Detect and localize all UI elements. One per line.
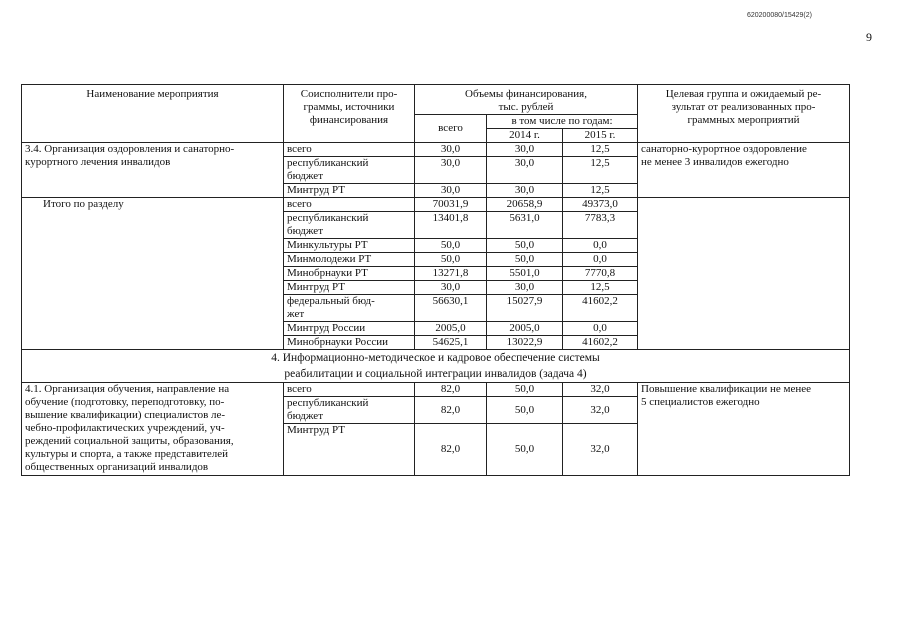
source-cell: Минтруд России [284, 322, 415, 336]
total-cell: 2005,0 [415, 322, 487, 336]
source-cell: республиканский бюджет [284, 157, 415, 184]
item-4-1-name: 4.1. Организация обучения, направление на обучение (подготовку, переподготовку, по- вышение квалификации) специалистов ле- чебно-профилактических учреждений, уч- реждений социальной защиты, образования, культуры и спорта, а также представителей общественных организаций инвалидов [22, 383, 284, 476]
total-cell: 13271,8 [415, 267, 487, 281]
y2014-cell: 5631,0 [487, 212, 563, 239]
total-cell: 70031,9 [415, 198, 487, 212]
total-cell: 56630,1 [415, 295, 487, 322]
item-3-4-name: 3.4. Организация оздоровления и санаторно- курортного лечения инвалидов [22, 143, 284, 198]
source-cell: всего [284, 198, 415, 212]
y2014-cell: 50,0 [487, 253, 563, 267]
total-cell: 82,0 [415, 397, 487, 424]
total-cell: 82,0 [415, 383, 487, 397]
y2015-cell: 7770,8 [563, 267, 638, 281]
y2015-cell: 0,0 [563, 322, 638, 336]
y2014-cell: 15027,9 [487, 295, 563, 322]
source-cell: Минкультуры РТ [284, 239, 415, 253]
y2014-cell: 50,0 [487, 424, 563, 476]
header-target: Целевая группа и ожидаемый ре- зультат от реализованных про- граммных мероприятий [638, 85, 850, 143]
item-3-4-target: санаторно-курортное оздоровление не менее 3 инвалидов ежегодно [638, 143, 850, 198]
y2015-cell: 12,5 [563, 143, 638, 157]
total-cell: 50,0 [415, 239, 487, 253]
section-total-name: Итого по разделу [22, 198, 284, 350]
y2015-cell: 12,5 [563, 184, 638, 198]
y2015-cell: 7783,3 [563, 212, 638, 239]
y2014-cell: 30,0 [487, 281, 563, 295]
header-2014: 2014 г. [487, 129, 563, 143]
source-cell: республиканский бюджет [284, 212, 415, 239]
total-cell: 54625,1 [415, 336, 487, 350]
header-volume: Объемы финансирования, тыс. рублей [415, 85, 638, 115]
header-total: всего [415, 115, 487, 143]
y2015-cell: 32,0 [563, 397, 638, 424]
source-cell: федеральный бюд- жет [284, 295, 415, 322]
document-id: 620200080/15429(2) [746, 12, 812, 19]
y2015-cell: 12,5 [563, 157, 638, 184]
financing-table [21, 84, 850, 476]
y2014-cell: 20658,9 [487, 198, 563, 212]
section-total-target [638, 198, 850, 350]
source-cell: Минтруд РТ [284, 424, 415, 476]
section-total-row [22, 198, 850, 212]
y2014-cell: 30,0 [487, 184, 563, 198]
y2015-cell: 12,5 [563, 281, 638, 295]
total-cell: 50,0 [415, 253, 487, 267]
y2015-cell: 32,0 [563, 424, 638, 476]
total-cell: 30,0 [415, 281, 487, 295]
header-row [22, 85, 850, 115]
source-cell: республиканский бюджет [284, 397, 415, 424]
header-name: Наименование мероприятия [22, 85, 284, 143]
page-number: 9 [866, 30, 872, 44]
total-cell: 30,0 [415, 143, 487, 157]
total-cell: 30,0 [415, 157, 487, 184]
item-4-1-row [22, 383, 850, 397]
y2014-cell: 13022,9 [487, 336, 563, 350]
y2015-cell: 41602,2 [563, 336, 638, 350]
y2014-cell: 2005,0 [487, 322, 563, 336]
y2014-cell: 30,0 [487, 143, 563, 157]
total-cell: 82,0 [415, 424, 487, 476]
header-executors: Соисполнители про- граммы, источники финансирования [284, 85, 415, 143]
total-cell: 13401,8 [415, 212, 487, 239]
y2014-cell: 50,0 [487, 239, 563, 253]
section-4-row [22, 350, 850, 383]
item-3-4-row [22, 143, 850, 157]
source-cell: всего [284, 143, 415, 157]
source-cell: Минтруд РТ [284, 184, 415, 198]
source-cell: Минобрнауки России [284, 336, 415, 350]
y2014-cell: 50,0 [487, 383, 563, 397]
y2015-cell: 0,0 [563, 239, 638, 253]
y2014-cell: 50,0 [487, 397, 563, 424]
y2014-cell: 5501,0 [487, 267, 563, 281]
y2015-cell: 0,0 [563, 253, 638, 267]
total-cell: 30,0 [415, 184, 487, 198]
source-cell: Минмолодежи РТ [284, 253, 415, 267]
section-4-title: 4. Информационно-методическое и кадровое обеспечение системы реабилитации и социальной интеграции инвалидов (задача 4) [22, 350, 850, 383]
header-2015: 2015 г. [563, 129, 638, 143]
item-4-1-target: Повышение квалификации не менее 5 специалистов ежегодно [638, 383, 850, 476]
source-cell: Минобрнауки РТ [284, 267, 415, 281]
source-cell: всего [284, 383, 415, 397]
source-cell: Минтруд РТ [284, 281, 415, 295]
y2015-cell: 32,0 [563, 383, 638, 397]
y2015-cell: 49373,0 [563, 198, 638, 212]
y2014-cell: 30,0 [487, 157, 563, 184]
header-by-years: в том числе по годам: [487, 115, 638, 129]
y2015-cell: 41602,2 [563, 295, 638, 322]
